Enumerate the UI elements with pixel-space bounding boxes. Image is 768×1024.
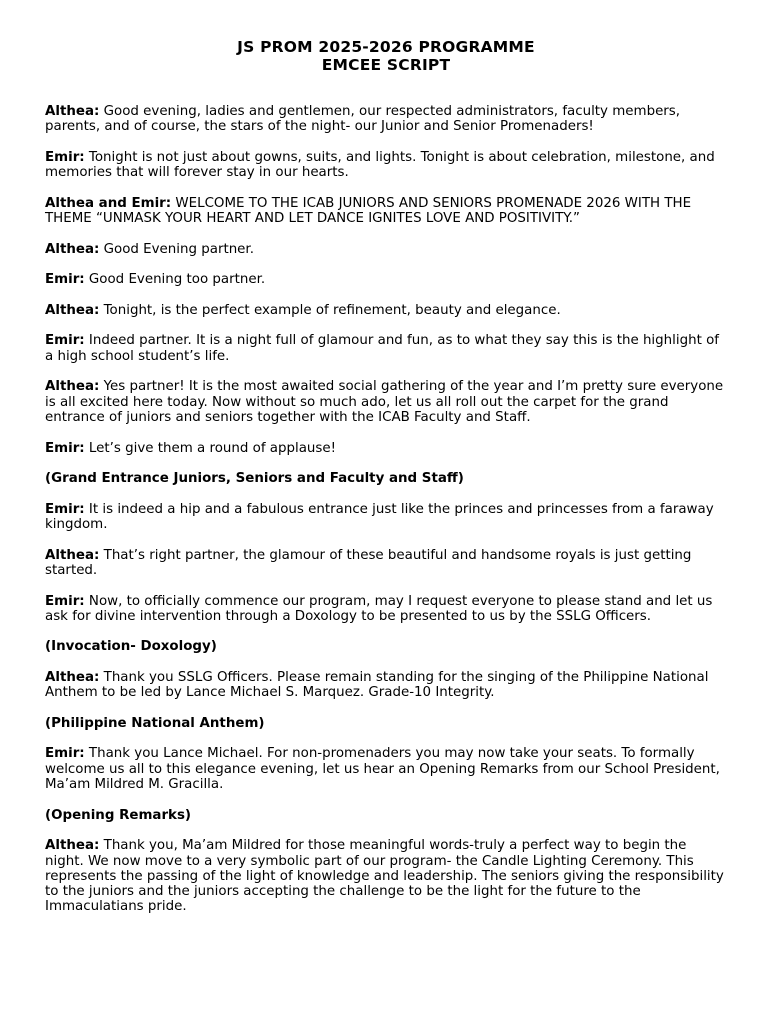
speaker-name: Emir: <box>45 746 85 762</box>
speaker-name: Althea: <box>45 104 100 119</box>
stage-cue: (Invocation- Doxology) <box>45 639 217 655</box>
speaker-name: Althea and Emir: <box>45 195 172 211</box>
speaker-name: Althea: <box>45 379 100 395</box>
line-text: Thank you SSLG Officers. Please remain standing for the singing of the Philippine National Anthem to be led by Lance Michael S. Marquez. Grade-10 Integrity. <box>45 669 709 701</box>
speaker-name: Althea: <box>45 838 100 854</box>
line-text: Good evening, ladies and gentlemen, our respected administrators, faculty members, parents, and of course, the stars of the night- our Junior and Senior Promenaders! <box>45 104 681 135</box>
speaker-name: Althea: <box>45 547 100 563</box>
script-line <box>45 548 727 579</box>
document-subtitle: EMCEE SCRIPT <box>321 56 451 74</box>
stage-cue: (Opening Remarks) <box>45 807 192 823</box>
script-line <box>45 594 727 625</box>
script-line <box>45 379 727 425</box>
script-line <box>45 104 727 135</box>
line-text: Thank you Lance Michael. For non-promenaders you may now take your seats. To formally welcome us all to this elegance evening, let us hear an Opening Remarks from our School President, Ma’am Mildred M. Gracilla. <box>45 746 720 793</box>
speaker-name: Emir: <box>45 149 85 165</box>
speaker-name: Emir: <box>45 593 85 609</box>
script-line <box>45 303 727 318</box>
speaker-name: Emir: <box>45 440 85 456</box>
speaker-name: Althea: <box>45 669 100 685</box>
line-text: Let’s give them a round of applause! <box>88 440 337 456</box>
script-line <box>45 441 727 456</box>
speaker-name: Emir: <box>45 272 85 288</box>
script-line <box>45 333 727 364</box>
script-line <box>45 196 727 227</box>
line-text: It is indeed a hip and a fabulous entrance just like the princes and princesses from a faraway kingdom. <box>45 501 714 533</box>
title-block <box>45 38 727 74</box>
speaker-name: Emir: <box>45 501 85 517</box>
speaker-name: Althea: <box>45 241 100 257</box>
line-text: Now, to officially commence our program, may I request everyone to please stand and let us ask for divine intervention through a Doxology to be presented to us by the SSLG Officers. <box>45 593 713 624</box>
script-page <box>45 38 727 930</box>
script-line <box>45 272 727 287</box>
script-line <box>45 670 727 701</box>
line-text: Thank you, Ma’am Mildred for those meaningful words-truly a perfect way to begin the night. We now move to a very symbolic part of our program- the Candle Lighting Ceremony. This represents the passing of the light of knowledge and leadership. The seniors giving the responsibility to the juniors and the juniors accepting the challenge to be the light for the future to the Immaculatians pride. <box>45 838 724 915</box>
script-body <box>45 104 727 915</box>
line-text: Tonight, is the perfect example of refinement, beauty and elegance. <box>103 302 561 318</box>
speaker-name: Emir: <box>45 333 85 349</box>
line-text: Tonight is not just about gowns, suits, and lights. Tonight is about celebration, milestone, and memories that will forever stay in our hearts. <box>45 149 715 181</box>
stage-cue: (Philippine National Anthem) <box>45 715 265 731</box>
script-line <box>45 838 727 914</box>
line-text: Indeed partner. It is a night full of glamour and fun, as to what they say this is the highlight of a high school student’s life. <box>45 333 719 364</box>
script-line <box>45 502 727 533</box>
script-line <box>45 746 727 792</box>
line-text: Good Evening too partner. <box>88 272 266 288</box>
stage-cue: (Grand Entrance Juniors, Seniors and Faculty and Staff) <box>45 471 464 487</box>
line-text: That’s right partner, the glamour of these beautiful and handsome royals is just getting started. <box>45 547 692 578</box>
line-text: Good Evening partner. <box>103 241 254 257</box>
line-text: WELCOME TO THE ICAB JUNIORS AND SENIORS PROMENADE 2026 WITH THE THEME “UNMASK YOUR HEART AND LET DANCE IGNITES LOVE AND POSITIVITY.” <box>45 195 692 227</box>
script-line <box>45 150 727 181</box>
document-title: JS PROM 2025-2026 PROGRAMME <box>237 38 535 56</box>
line-text: Yes partner! It is the most awaited social gathering of the year and I’m pretty sure everyone is all excited here today. Now without so much ado, let us all roll out the carpet for the grand entrance of juniors and seniors together with the ICAB Faculty and Staff. <box>45 379 724 425</box>
script-line <box>45 242 727 257</box>
speaker-name: Althea: <box>45 302 100 318</box>
